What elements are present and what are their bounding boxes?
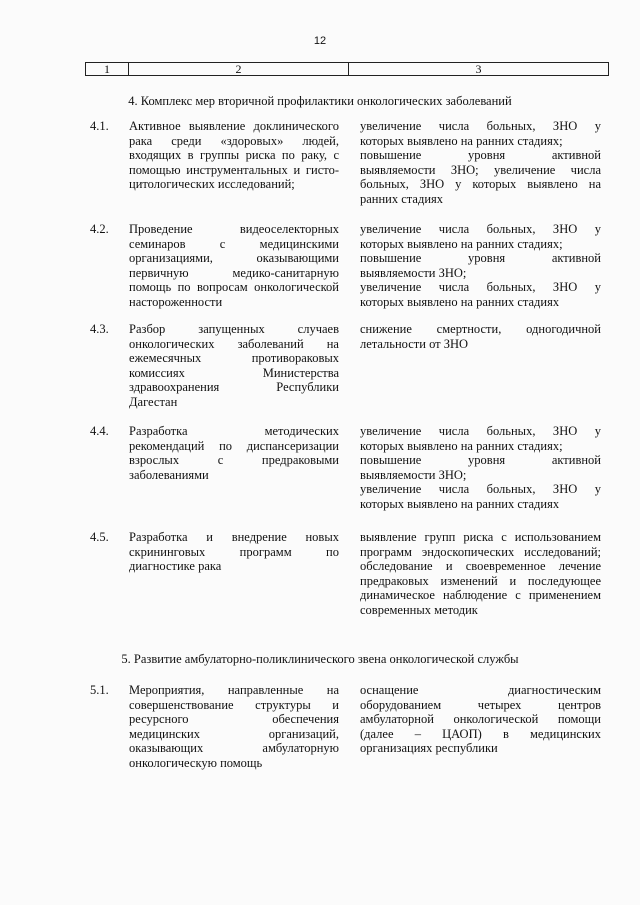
result-line: современных методик [360, 602, 478, 617]
measure-line: скрининговых программ по [129, 544, 339, 559]
measure-line: онкологических заболеваний на [129, 336, 339, 351]
measure-line: рекомендаций по диспансеризации [129, 438, 339, 453]
measure-line: оказывающих амбулаторную [129, 741, 339, 755]
result-line: динамическое наблюдение с применением [360, 588, 601, 602]
measure-line: помощью инструментальных и гисто- [129, 162, 339, 177]
result-line: которых выявлено на ранних стадиях; [360, 438, 563, 453]
result-line: увеличение числа больных, ЗНО у [360, 280, 601, 294]
measure-line: Дагестан [129, 394, 178, 409]
result-line: выявляемости ЗНО; увеличение числа [360, 162, 601, 177]
result-line: повышение уровня активной [360, 148, 601, 162]
result-line: повышение уровня активной [360, 453, 601, 467]
result-line: амбулаторной онкологической помощи [360, 712, 601, 726]
measure-line: цитологических исследований; [129, 177, 295, 191]
row-result [360, 683, 601, 756]
result-line: больных, ЗНО у которых выявлено на [360, 177, 601, 191]
result-line: увеличение числа больных, ЗНО у [360, 119, 601, 133]
result-line: ранних стадиях [360, 191, 444, 206]
result-line: программ эндоскопических исследований; [360, 544, 601, 559]
row-measure [129, 222, 339, 309]
result-line: повышение уровня активной [360, 251, 601, 265]
result-line: которых выявлено на ранних стадиях [360, 294, 560, 309]
row-result [360, 322, 601, 351]
result-line: которых выявлено на ранних стадиях; [360, 236, 563, 251]
measure-line: заболеваниями [129, 467, 209, 482]
result-line: предраковых изменений и последующее [360, 573, 601, 588]
column-header-row [85, 62, 609, 76]
result-line: увеличение числа больных, ЗНО у [360, 222, 601, 236]
measure-line: комиссиях Министерства [129, 365, 339, 380]
measure-line: Разработка и внедрение новых [129, 530, 339, 544]
measure-line: настороженности [129, 294, 223, 309]
measure-line: Разбор запущенных случаев [129, 322, 339, 336]
measure-line: ежемесячных противораковых [129, 351, 339, 365]
measure-line: организациями, оказывающими [129, 251, 339, 265]
result-line: которых выявлено на ранних стадиях; [360, 133, 563, 148]
column-header-3: 3 [475, 62, 482, 76]
result-line: выявление групп риска с использованием [360, 530, 601, 544]
row-number: 4.1. [90, 119, 109, 133]
row-number: 4.4. [90, 424, 109, 438]
column-header-1: 1 [86, 63, 129, 75]
result-line: которых выявлено на ранних стадиях [360, 496, 560, 511]
measure-line: диагностике рака [129, 559, 222, 573]
result-line: летальности от ЗНО [360, 336, 469, 351]
result-line: оборудованием четырех центров [360, 697, 601, 712]
measure-line: ресурсного обеспечения [129, 712, 339, 726]
result-line: снижение смертности, одногодичной [360, 322, 601, 336]
measure-line: взрослых с предраковыми [129, 453, 339, 467]
result-line: увеличение числа больных, ЗНО у [360, 482, 601, 496]
result-line: увеличение числа больных, ЗНО у [360, 424, 601, 438]
row-number: 5.1. [90, 683, 109, 697]
row-result [360, 424, 601, 511]
page-number: 12 [313, 35, 327, 47]
measure-line: помощь по вопросам онкологической [129, 280, 339, 294]
row-number: 4.5. [90, 530, 109, 544]
measure-line: входящих в группы риска по раку, с [129, 148, 339, 162]
result-line: обследование и своевременное лечение [360, 559, 601, 573]
measure-line: совершенствование структуры и [129, 697, 339, 712]
row-result [360, 119, 601, 206]
row-number: 4.2. [90, 222, 109, 236]
result-line: выявляемости ЗНО; [360, 265, 467, 280]
row-measure [129, 683, 339, 770]
row-measure [129, 322, 339, 409]
section-title-4: 4. Комплекс мер вторичной профилактики онкологических заболеваний [128, 94, 512, 108]
row-measure [129, 530, 339, 574]
result-line: (далее – ЦАОП) в медицинских [360, 726, 601, 741]
row-measure [129, 424, 339, 482]
row-result [360, 222, 601, 309]
result-line: оснащение диагностическим [360, 683, 601, 697]
row-result [360, 530, 601, 617]
measure-line: медицинских организаций, [129, 726, 339, 741]
row-measure [129, 119, 339, 192]
result-line: организациях республики [360, 741, 498, 755]
measure-line: рака среди «здоровых» людей, [129, 133, 339, 148]
measure-line: Разработка методических [129, 424, 339, 438]
result-line: выявляемости ЗНО; [360, 467, 467, 482]
measure-line: Мероприятия, направленные на [129, 683, 339, 697]
measure-line: первичную медико-санитарную [129, 265, 339, 280]
column-header-2: 2 [129, 63, 349, 75]
measure-line: Проведение видеоселекторных [129, 222, 339, 236]
measure-line: Активное выявление доклинического [129, 119, 339, 133]
measure-line: онкологическую помощь [129, 755, 263, 770]
section-title-5: 5. Развитие амбулаторно-поликлинического звена онкологической службы [121, 652, 519, 666]
row-number: 4.3. [90, 322, 109, 336]
measure-line: здравоохранения Республики [129, 380, 339, 394]
measure-line: семинаров с медицинскими [129, 236, 339, 251]
